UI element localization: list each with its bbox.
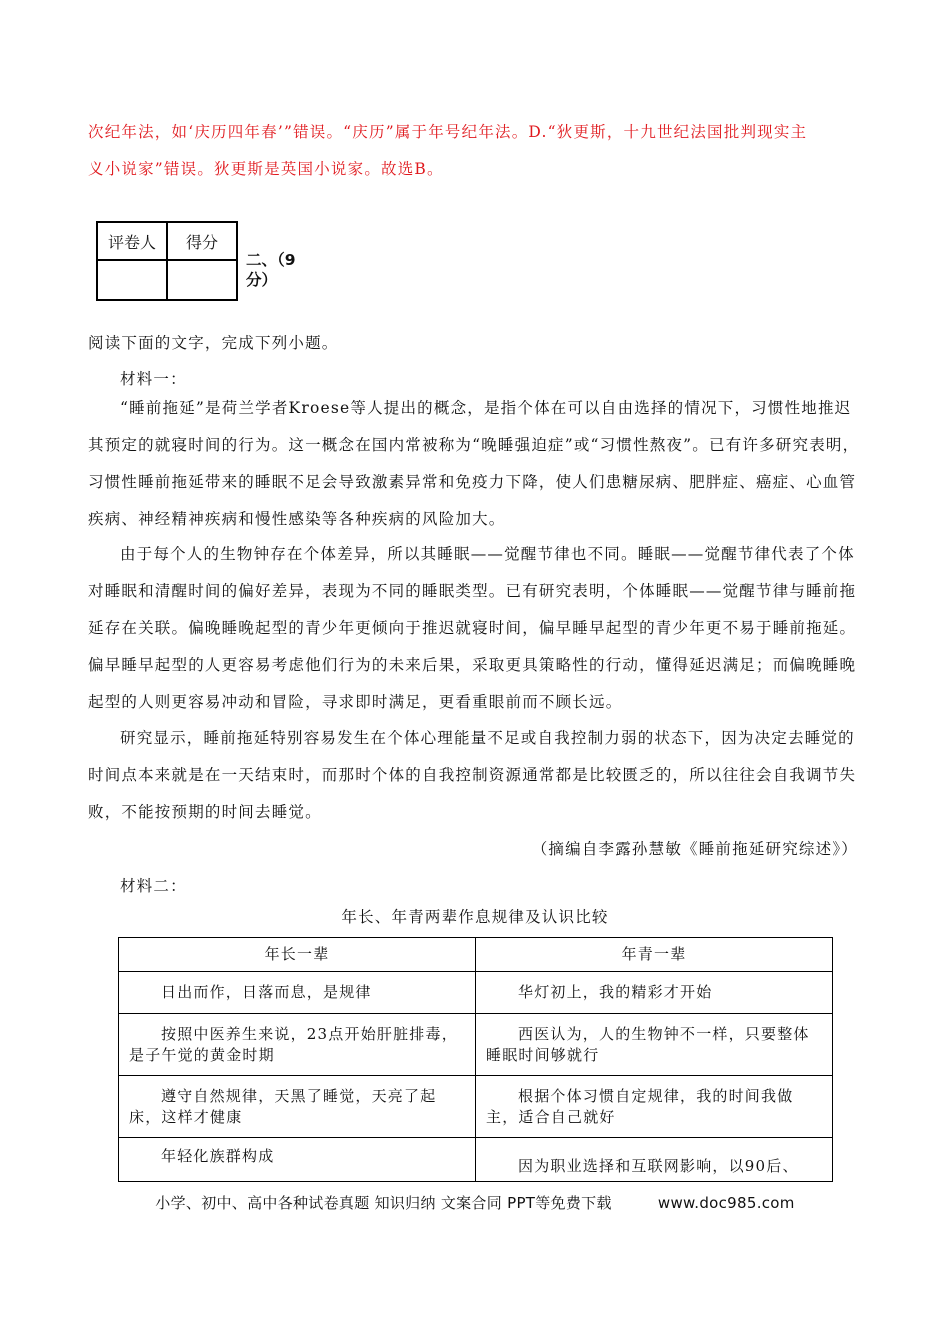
material1-paragraph-1: “睡前拖延”是荷兰学者Kroese等人提出的概念，是指个体在可以自由选择的情况下，习惯性地推迟其预定的就寝时间的行为。这一概念在国内常被称为“晚睡强迫症”或“习惯性熬夜”。已有许多研究表明，习惯性睡前拖延带来的睡眠不足会导致激素异常和免疫力下降，使人们患糖尿病、肥胖症、癌症、心血管疾病、神经精神疾病和慢性感染等各种疾病的风险加大。 [88,399,860,528]
table-cell: 因为职业选择和互联网影响，以90后、 [476,1138,833,1182]
grader-field[interactable] [97,260,167,300]
comparison-table [118,937,833,1182]
section-title: 二、（9分） [246,251,296,289]
table-cell: 华灯初上，我的精彩才开始 [476,972,833,1014]
table-row [119,1076,833,1138]
footer-text: 小学、初中、高中各种试卷真题 知识归纳 文案合同 PPT等免费下载 [155,1194,612,1212]
score-field[interactable] [167,260,237,300]
table-cell: 遵守自然规律，天黑了睡觉，天亮了起床，这样才健康 [119,1076,476,1138]
answer-line-2: 义小说家”错误。狄更斯是英国小说家。故选B。 [88,160,444,178]
material1-paragraph-3: 研究显示，睡前拖延特别容易发生在个体心理能量不足或自我控制力弱的状态下，因为决定去睡觉的时间点本来就是在一天结束时，而那时个体的自我控制资源通常都是比较匮乏的，所以往往会自我调节失败，不能按预期的时间去睡觉。 [88,729,857,821]
page-footer [0,1192,950,1213]
material1-paragraph-2: 由于每个人的生物钟存在个体差异，所以其睡眠——觉醒节律也不同。睡眠——觉醒节律代表了个体对睡眠和清醒时间的偏好差异，表现为不同的睡眠类型。已有研究表明，个体睡眠——觉醒节律与睡前拖延存在关联。偏晚睡晚起型的青少年更倾向于推迟就寝时间，偏早睡早起型的青少年更不易于睡前拖延。偏早睡早起型的人更容易考虑他们行为的未来后果，采取更具策略性的行动，懂得延迟满足；而偏晚睡晚起型的人则更容易冲动和冒险，寻求即时满足，更看重眼前而不顾长远。 [88,545,857,711]
table-cell: 日出而作，日落而息，是规律 [119,972,476,1014]
table-cell: 按照中医养生来说，23点开始肝脏排毒，是子午觉的黄金时期 [119,1014,476,1076]
score-label: 得分 [167,222,237,260]
table-title: 年长、年青两辈作息规律及认识比较 [341,908,609,926]
grader-label: 评卷人 [97,222,167,260]
table-cell: 年轻化族群构成 [119,1138,476,1182]
table-cell: 根据个体习惯自定规律，我的时间我做主，适合自己就好 [476,1076,833,1138]
table-header-row [119,938,833,972]
footer-site-link[interactable]: www.doc985.com [657,1194,795,1212]
table-row [119,1014,833,1076]
score-box [96,221,238,301]
table-row [119,1138,833,1182]
material2-label: 材料二： [120,877,187,895]
column-header: 年青一辈 [476,938,833,972]
table-cell: 西医认为，人的生物钟不一样，只要整体睡眠时间够就行 [476,1014,833,1076]
column-header: 年长一辈 [119,938,476,972]
answer-line-1: 次纪年法，如‘庆历四年春’”错误。“庆历”属于年号纪年法。D.“狄更斯，十九世纪法国批判现实主 [88,123,808,141]
reading-instruction: 阅读下面的文字，完成下列小题。 [88,334,339,352]
table-row [119,972,833,1014]
material1-source: （摘编自李露孙慧敏《睡前拖延研究综述》） [531,840,858,858]
material1-label: 材料一： [120,370,187,388]
